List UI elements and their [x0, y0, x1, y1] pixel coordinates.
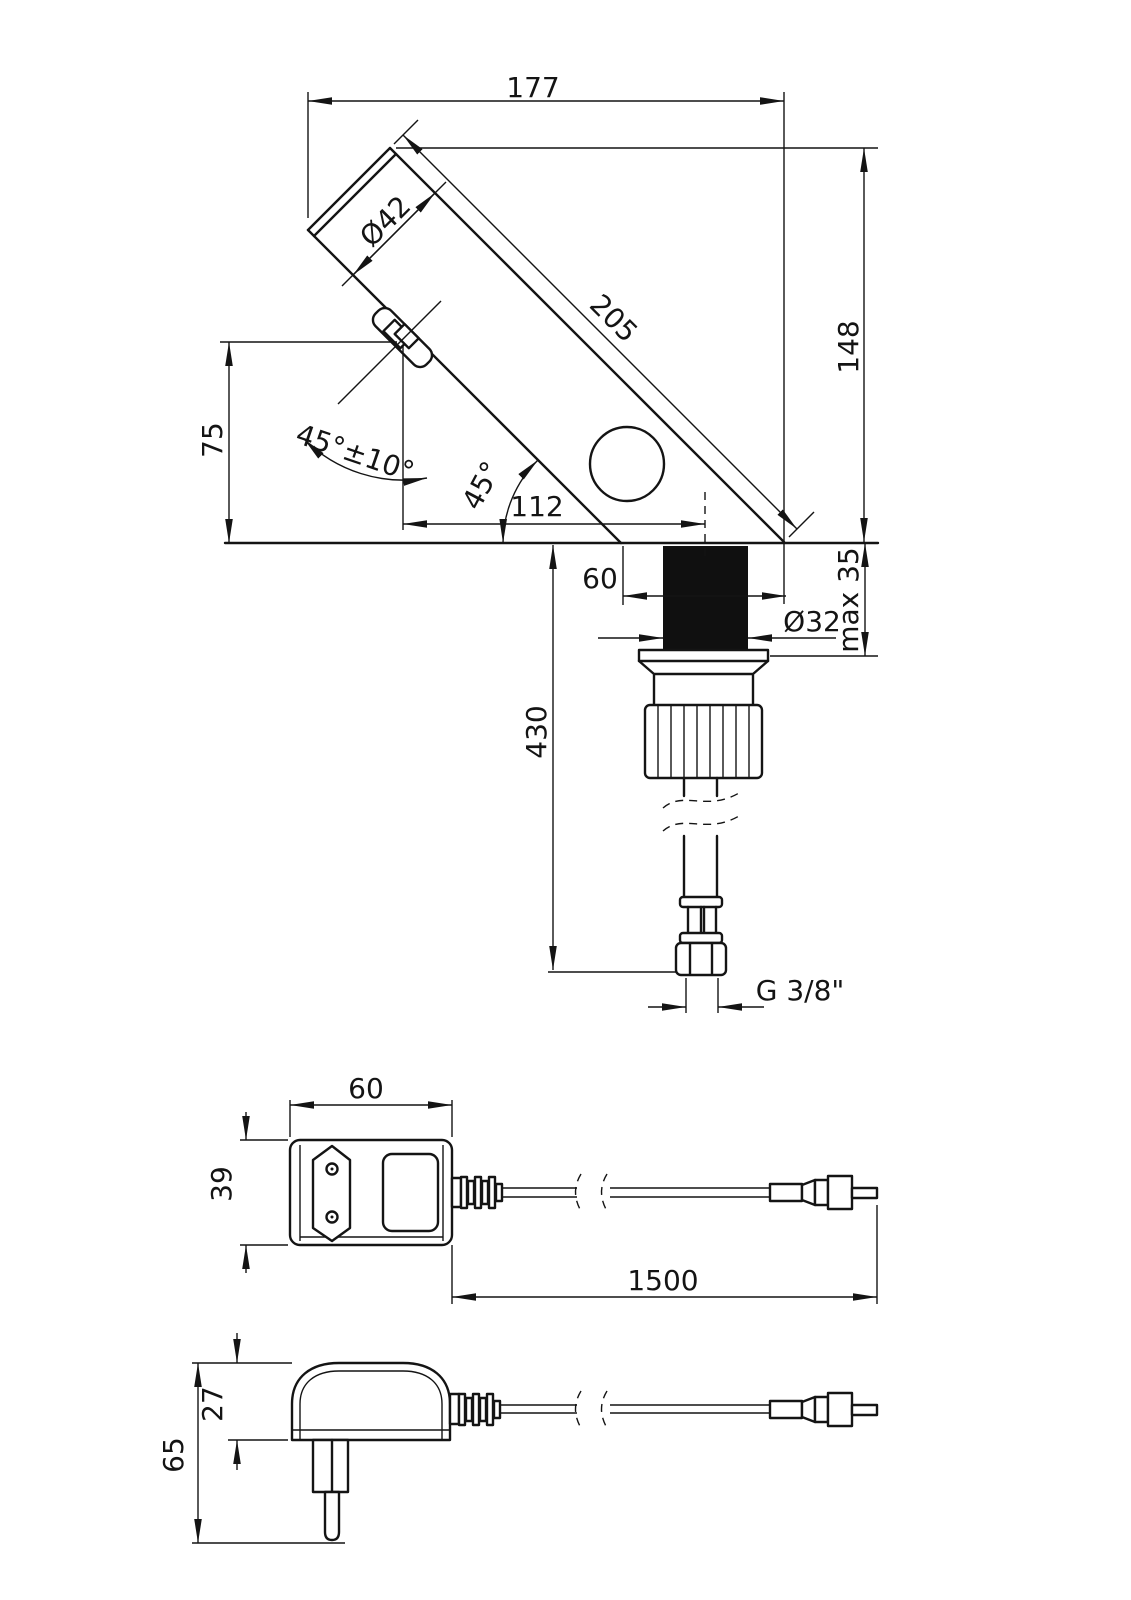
- dim-spout-reach-label: 112: [510, 490, 564, 523]
- adapter-label-area: [383, 1154, 438, 1231]
- dim-adapter-total-height-label: 65: [157, 1437, 190, 1473]
- dim-aerator-angle-label: 45°±10°: [291, 417, 419, 489]
- dim-body-angle-label: 45°: [455, 455, 508, 516]
- dim-adapter-width-label: 60: [348, 1072, 384, 1105]
- dim-deck-thickness-label: max 35: [832, 547, 865, 653]
- dim-adapter-height-label: 39: [205, 1166, 238, 1202]
- dim-overall-height-label: 148: [832, 320, 865, 374]
- adapter-body-front: [290, 1140, 452, 1245]
- cable-connector-side: [770, 1393, 877, 1426]
- adapter-cable-side: [450, 1391, 877, 1428]
- power-adapter-side-view: [157, 1333, 877, 1543]
- mounting-shank: [639, 546, 768, 778]
- faucet-view: [196, 71, 878, 1013]
- dim-body-diameter-label: Ø42: [353, 189, 418, 254]
- faucet-body: [225, 148, 878, 543]
- hose-hex-nut: [676, 943, 726, 975]
- plug-pin: [325, 1492, 339, 1540]
- mounting-nut: [645, 705, 762, 778]
- adapter-body-side: [292, 1363, 450, 1540]
- dim-shank-diameter-label: Ø32: [783, 605, 841, 638]
- dim-overall-width-label: 177: [506, 71, 560, 104]
- cable-connector-front: [770, 1176, 877, 1209]
- dim-adapter-depth-label: 27: [196, 1386, 229, 1422]
- dim-base-width-label: 60: [582, 562, 618, 595]
- europlug-outline: [313, 1146, 350, 1241]
- dim-thread-label: G 3/8": [755, 974, 845, 1007]
- power-adapter-front-view: [205, 1072, 877, 1304]
- supply-hose: [663, 778, 739, 975]
- dim-cable-length-label: 1500: [627, 1264, 699, 1297]
- dim-hose-length-label: 430: [520, 705, 553, 759]
- dim-spout-height-label: 75: [196, 422, 229, 458]
- faucet-dimension-labels: [196, 71, 865, 1007]
- sensor-window: [590, 427, 664, 501]
- dim-body-length-label: 205: [583, 287, 645, 349]
- adapter-cable-front: [452, 1174, 877, 1211]
